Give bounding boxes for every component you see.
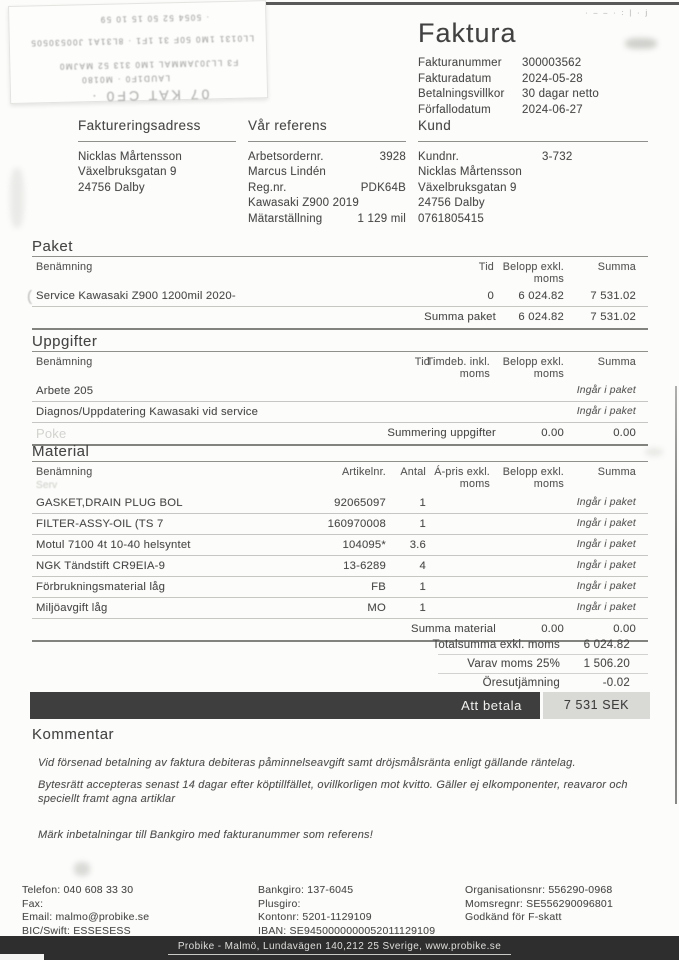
reference-person: Marcus Lindén [248, 166, 327, 178]
our-reference [248, 118, 406, 227]
section-title: Kommentar [32, 726, 115, 743]
column-header: Timdeb. inkl. moms [426, 356, 490, 380]
field-label: Arbetsordernr. [248, 150, 324, 163]
item-article-number: 104095* [342, 539, 386, 551]
column-header: Antal [400, 466, 426, 478]
company-address-bar [0, 936, 679, 960]
item-name: Miljöavgift låg [36, 602, 108, 614]
item-quantity: 3.6 [409, 539, 426, 551]
scan-ghost-text: Poke [36, 426, 67, 441]
invoice-date: 2024-05-28 [522, 72, 583, 85]
included-in-package-note: Ingår i paket [576, 385, 636, 396]
payment-terms: 30 dagar netto [522, 88, 599, 100]
registration-number: PDK64B [360, 181, 406, 194]
included-in-package-note: Ingår i paket [576, 581, 636, 592]
item-article-number: FB [371, 581, 386, 593]
column-header: Benämning [36, 356, 93, 368]
address-line: Nicklas Mårtensson [78, 150, 182, 163]
address-line: Växelbruksgatan 9 [78, 166, 177, 178]
item-amount: 6 024.82 [518, 290, 564, 302]
column-header: Benämning [36, 261, 93, 273]
summary-label: Summa paket [424, 311, 496, 323]
scan-edge-line-right [675, 386, 677, 804]
item-name: NGK Tändstift CR9EIA-9 [36, 560, 166, 572]
slip-ghost-line: · 5054 52 50 15 10 59 [99, 12, 210, 24]
due-label: Att betala [30, 692, 540, 719]
table-row [32, 598, 648, 619]
included-in-package-note: Ingår i paket [576, 602, 636, 613]
footer-org-number: Organisationsnr: 556290-0968 [465, 884, 613, 896]
total-row [32, 674, 648, 693]
amount-due-bar [30, 692, 650, 719]
footer-fskatt: Godkänd för F-skatt [465, 911, 562, 923]
item-quantity: 1 [419, 518, 426, 530]
column-header: Summa [597, 466, 636, 478]
column-header: Summa [597, 356, 636, 368]
customer-number: 3-732 [542, 150, 573, 163]
item-article-number: 160970008 [327, 518, 386, 530]
invoice-number: 300003562 [522, 57, 582, 69]
included-in-package-note: Ingår i paket [576, 497, 636, 508]
slip-ghost-line: 07 KAT CF0 · [88, 86, 210, 106]
header-field-row [418, 103, 599, 119]
column-header: Belopp exkl. moms [502, 466, 564, 490]
item-tid: 0 [487, 290, 494, 302]
reference-row [248, 181, 406, 197]
summary-amount: 0.00 [541, 427, 564, 439]
vat-label: Varav moms 25% [467, 658, 560, 670]
summary-amount: 0.00 [541, 623, 564, 635]
company-address-text: Probike - Malmö, Lundavägen 140,212 25 Sverige, www.probike.se [168, 941, 511, 955]
item-quantity: 4 [419, 560, 426, 572]
paper-slip-artifact [8, 0, 268, 104]
footer-contact [22, 884, 149, 938]
phone-number: 0761805415 [418, 212, 484, 225]
field-label: Fakturadatum [418, 72, 492, 85]
address-line: 24756 Dalby [418, 197, 485, 209]
invoice-title: Faktura [418, 18, 517, 48]
item-article-number: 13-6289 [343, 560, 386, 572]
scan-smudge [10, 168, 24, 228]
totals-section [32, 636, 648, 693]
section-title: Uppgifter [32, 333, 98, 350]
field-label: Kundnr. [418, 150, 460, 163]
reference-row [248, 196, 406, 212]
included-in-package-note: Ingår i paket [576, 539, 636, 550]
column-header: Belopp exkl. moms [502, 356, 564, 380]
comment-section [32, 726, 648, 849]
column-header: Summa [597, 261, 636, 273]
footer-bankgiro: Bankgiro: 137-6045 [258, 884, 354, 896]
customer-number-row [418, 150, 648, 166]
scan-page-marker: · – – · : | · j [585, 10, 649, 17]
odometer-value: 1 129 mil [357, 212, 406, 225]
table-row [32, 381, 648, 402]
work-order-number: 3928 [379, 150, 406, 163]
slip-ghost-line: F3 LLJ0JAMMAL 1M0 313 52 MAJM0 [58, 57, 239, 71]
due-amount: 7 531 SEK [543, 692, 650, 719]
comment-paragraph: Vid försenad betalning av faktura debiteras påminnelseavgift samt dröjsmålsränta enligt gällande räntelag. [38, 757, 576, 769]
summary-total: 0.00 [613, 427, 636, 439]
table-row [32, 577, 648, 598]
column-header: Á-pris exkl. moms [434, 466, 490, 490]
total-excl-vat: 6 024.82 [583, 639, 630, 651]
item-name: GASKET,DRAIN PLUG BOL [36, 497, 183, 509]
footer-company [465, 884, 613, 925]
due-date: 2024-06-27 [522, 103, 583, 116]
field-label: Förfallodatum [418, 103, 491, 116]
total-row [32, 636, 648, 655]
vat-amount: 1 506.20 [583, 658, 630, 670]
included-in-package-note: Ingår i paket [576, 518, 636, 529]
item-name: Diagnos/Uppdatering Kawasaki vid service [36, 406, 259, 418]
footer-phone: Telefon: 040 608 33 30 [22, 884, 134, 896]
address-line: Nicklas Mårtensson [418, 166, 522, 178]
scan-smudge [625, 38, 657, 49]
paket-section [32, 238, 648, 330]
field-label: Mätarställning [248, 212, 323, 225]
rounding-label: Öresutjämning [482, 677, 560, 689]
item-total: 7 531.02 [590, 290, 636, 302]
scan-ghost-glyph: Serv [36, 480, 58, 491]
included-in-package-note: Ingår i paket [576, 406, 636, 417]
item-name: Service Kawasaki Z900 1200mil 2020- [36, 290, 236, 302]
reference-row [248, 212, 406, 228]
table-row [32, 535, 648, 556]
address-line: 24756 Dalby [78, 181, 145, 194]
footer-fax: Fax: [22, 897, 44, 910]
vehicle-model: Kawasaki Z900 2019 [248, 197, 360, 209]
summary-label: Summering uppgifter [387, 427, 496, 439]
table-header [32, 257, 648, 286]
summary-amount: 6 024.82 [518, 311, 564, 323]
uppgifter-section [32, 333, 648, 446]
reference-row [248, 150, 406, 166]
field-label: Betalningsvillkor [418, 88, 505, 100]
our-reference-title: Vår referens [248, 118, 406, 142]
material-section [32, 443, 648, 642]
footer-plusgiro: Plusgiro: [258, 897, 301, 910]
column-header: Tid [478, 261, 494, 273]
footer-payment [258, 884, 435, 938]
column-header: Artikelnr. [341, 466, 386, 478]
customer-title: Kund [418, 118, 648, 142]
customer-block [418, 118, 648, 227]
item-quantity: 1 [419, 581, 426, 593]
comment-paragraph: Märk inbetalningar till Bankgiro med fakturanummer som referens! [38, 828, 373, 841]
footer-email: Email: malmo@probike.se [22, 911, 150, 923]
table-row [32, 402, 648, 423]
slip-ghost-line: LL0131 1M0 50F 31 1F1 · 8L31A1 J00530505 [29, 33, 255, 48]
footer-iban: IBAN: SE9450000000052011129109 [258, 924, 436, 937]
item-name: FILTER-ASSY-OIL (TS 7 [36, 518, 164, 530]
column-header: Belopp exkl. moms [502, 261, 564, 285]
item-article-number: 92065097 [334, 497, 386, 509]
header-field-row [418, 56, 599, 72]
reference-row [248, 165, 406, 181]
item-quantity: 1 [419, 497, 426, 509]
rounding-amount: -0.02 [602, 677, 630, 689]
scan-smudge [74, 862, 90, 876]
summary-total: 0.00 [613, 623, 636, 635]
summary-label: Summa material [410, 623, 496, 635]
item-name: Arbete 205 [36, 385, 94, 397]
table-row [32, 514, 648, 535]
included-in-package-note: Ingår i paket [576, 560, 636, 571]
field-label: Reg.nr. [248, 181, 287, 194]
footer-vat-number: Momsregnr: SE556290096801 [465, 897, 614, 910]
header-field-row [418, 72, 599, 88]
field-label: Fakturanummer [418, 57, 502, 69]
table-row [32, 493, 648, 514]
invoice-header-fields [418, 56, 599, 118]
total-label: Totalsumma exkl. moms [432, 639, 560, 651]
column-header: Benämning [36, 466, 93, 478]
footer-account: Kontonr: 5201-1129109 [258, 911, 372, 923]
item-name: Motul 7100 4t 10-40 helsyntet [36, 539, 191, 551]
section-title: Paket [32, 238, 73, 255]
item-quantity: 1 [419, 602, 426, 614]
summary-total: 7 531.02 [590, 311, 636, 323]
address-line: Växelbruksgatan 9 [418, 181, 517, 194]
table-header [32, 462, 648, 493]
billing-address [78, 118, 236, 196]
section-title: Material [32, 443, 90, 460]
column-header: Tid [414, 356, 430, 368]
billing-address-title: Faktureringsadress [78, 118, 236, 142]
table-row [32, 286, 648, 307]
comment-paragraph: Bytesrätt accepteras senast 14 dagar efter köptillfället, ovillkorligen mot kvitto. Gäller ej elkomponenter, reavaror och speciellt framt agna artiklar [38, 778, 628, 805]
item-article-number: MO [367, 602, 386, 614]
scan-corner-notch [0, 954, 44, 960]
total-row [32, 655, 648, 674]
scan-ghost-glyph: ( [27, 288, 33, 305]
header-field-row [418, 87, 599, 103]
table-row [32, 556, 648, 577]
summary-row [32, 307, 648, 330]
footer-bic: BIC/Swift: ESSESESS [22, 924, 131, 937]
item-name: Förbrukningsmaterial låg [36, 581, 166, 593]
slip-ghost-line: LAUD1F0 · M0180 [80, 73, 170, 85]
table-header [32, 352, 648, 381]
